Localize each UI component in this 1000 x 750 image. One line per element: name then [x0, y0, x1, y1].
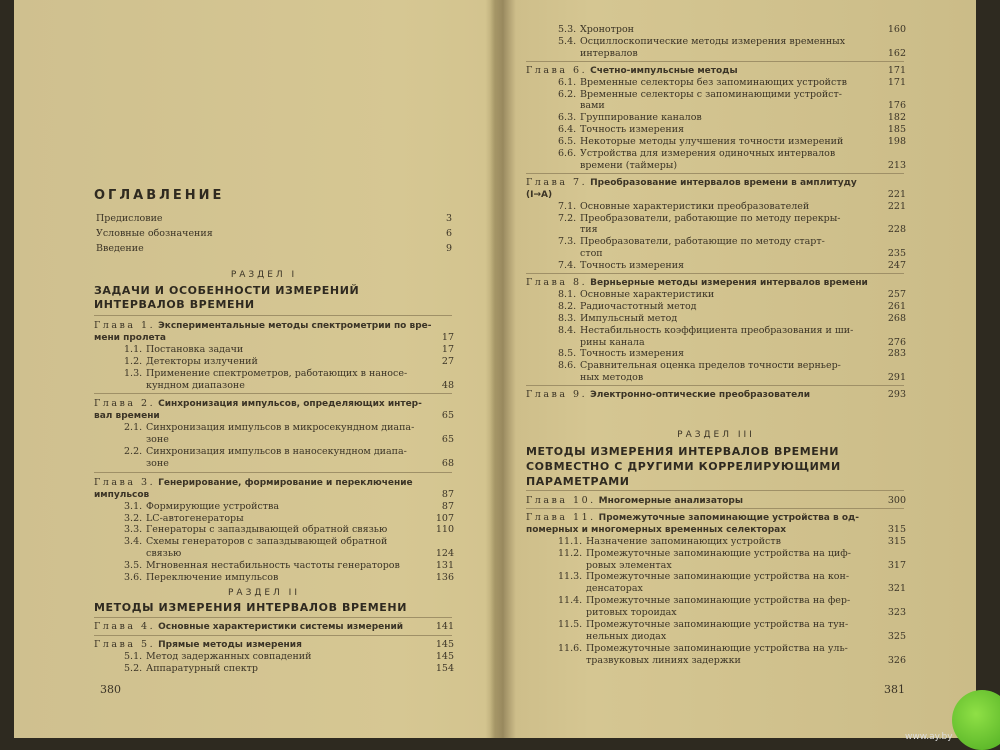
- toc-item-number: 6.3.: [558, 112, 577, 124]
- chapter-title-cont: [526, 189, 552, 202]
- toc-item-title: Временные селекторы без запоминающих устройств: [580, 76, 847, 88]
- book-gutter: [490, 0, 516, 738]
- chapter-page-number: 293: [887, 389, 906, 401]
- watermark: www.ay.by: [905, 732, 953, 742]
- divider: [526, 173, 904, 174]
- chapter-number: Глава 11.: [526, 511, 596, 523]
- toc-page-number: 198: [887, 136, 906, 148]
- toc-page-number: 124: [435, 548, 454, 560]
- toc-item-number: 6.6.: [558, 148, 577, 159]
- chapter-page-number: 171: [887, 64, 906, 76]
- toc-item-title: Группирование каналов: [580, 112, 702, 124]
- toc-item-title-cont: интервалов: [580, 47, 638, 59]
- chapter-title: Экспериментальные методы спектрометрии по вре-: [158, 321, 432, 331]
- toc-item-title-cont: нельных диодах: [586, 630, 667, 642]
- chapter-title: Промежуточные запоминающие устройства в од-: [598, 512, 860, 523]
- book-spread: [14, 0, 976, 738]
- toc-item-title: Преобразователи, работающие по методу перекры-: [580, 212, 841, 224]
- toc-item-title: Применение спектрометров, работающих в наносе-: [146, 367, 408, 379]
- divider: [526, 273, 904, 274]
- toc-item-title: Промежуточные запоминающие устройства на фер-: [586, 595, 851, 607]
- toc-item-title-cont: кундном диапазоне: [146, 379, 245, 391]
- toc-item-number: 7.3.: [558, 236, 577, 248]
- toc-item-title-cont: стоп: [580, 248, 603, 260]
- toc-page-number: 27: [441, 355, 454, 367]
- toc-page-number: 321: [887, 583, 906, 595]
- toc-page-number: 235: [887, 248, 906, 260]
- toc-item-title-cont: денсаторах: [586, 583, 643, 595]
- toc-page-number: 268: [887, 312, 906, 324]
- toc-item-title: Детекторы излучений: [146, 355, 258, 367]
- toc-item-number: 7.1.: [558, 200, 577, 212]
- toc-item-number: 11.6.: [558, 642, 583, 654]
- toc-item-number: 1.1.: [124, 343, 143, 355]
- toc-item-number: 8.3.: [558, 312, 577, 324]
- toc-item-title-cont: зоне: [146, 434, 169, 446]
- toc-item-number: 1.3.: [124, 367, 143, 379]
- part-title-line: ИНТЕРВАЛОВ ВРЕМЕНИ: [94, 298, 255, 311]
- chapter-label: [526, 389, 810, 402]
- divider: [526, 508, 904, 509]
- toc-page-number: 17: [441, 343, 454, 355]
- toc-item-title: Точность измерения: [580, 124, 685, 136]
- chapter-title: Преобразование интервалов времени в амплитуду: [590, 177, 857, 188]
- toc-item-number: 3.1.: [124, 500, 143, 512]
- toc-page-number: 65: [441, 434, 454, 446]
- toc-item-title: Нестабильность коэффициента преобразования и ши-: [580, 324, 854, 336]
- divider: [526, 385, 904, 386]
- toc-item-title: Постановка задачи: [146, 343, 244, 355]
- toc-item-title: Сравнительная оценка пределов точности верньер-: [580, 360, 841, 372]
- toc-item-number: 5.3.: [558, 24, 577, 35]
- toc-page-number: 107: [435, 512, 454, 524]
- front-matter-item: Предисловие: [96, 213, 163, 224]
- toc-item-number: 5.4.: [558, 35, 577, 47]
- toc-page-number: 136: [435, 572, 454, 583]
- green-object: [952, 690, 1000, 750]
- toc-item-title-cont: вами: [580, 100, 605, 112]
- front-matter-item: Введение: [96, 242, 144, 254]
- toc-item-number: 6.5.: [558, 136, 577, 148]
- toc-item-title: Точность измерения: [580, 260, 685, 272]
- toc-item-title-cont: времени (таймеры): [580, 159, 678, 171]
- toc-page-number: 317: [887, 559, 906, 571]
- front-matter-page: 3: [445, 213, 452, 224]
- toc-page-number: 68: [441, 457, 454, 469]
- toc-item-number: 11.4.: [558, 595, 583, 607]
- toc-item-number: 6.2.: [558, 88, 577, 100]
- toc-title: ОГЛАВЛЕНИЕ: [94, 188, 225, 203]
- toc-page-number: 326: [887, 654, 906, 666]
- front-matter-page: 9: [445, 242, 452, 254]
- toc-item-number: 8.6.: [558, 360, 577, 372]
- toc-item-number: 6.4.: [558, 124, 577, 136]
- toc-page-number: 48: [441, 379, 454, 391]
- chapter-number: Глава 3.: [94, 476, 156, 488]
- toc-page-number: 145: [435, 650, 454, 662]
- toc-page-number: 323: [887, 607, 906, 619]
- chapter-title-line: (I→A): [526, 189, 553, 200]
- toc-page-number: 154: [435, 662, 454, 674]
- toc-item-number: 1.2.: [124, 355, 143, 367]
- chapter-page-number: 145: [435, 638, 454, 650]
- toc-item-title: Аппаратурный спектр: [146, 662, 258, 674]
- toc-item-title-cont: связью: [146, 548, 182, 560]
- toc-page-number: 283: [887, 348, 906, 360]
- chapter-page-number: 65: [441, 410, 454, 422]
- front-matter-item: Условные обозначения: [96, 227, 213, 239]
- front-matter-page: 6: [445, 227, 452, 239]
- toc-item-number: 3.3.: [124, 524, 143, 536]
- chapter-number: Глава 5.: [94, 638, 156, 650]
- chapter-number: Глава 8.: [526, 277, 588, 288]
- toc-item-title: Радиочастотный метод: [580, 300, 697, 312]
- chapter-number: Глава 1.: [94, 320, 156, 331]
- toc-page-number: 131: [435, 560, 454, 572]
- toc-item-number: 11.3.: [558, 571, 583, 583]
- toc-item-title-cont: тия: [580, 224, 598, 236]
- toc-page-number: 185: [887, 124, 906, 136]
- toc-item-number: 5.1.: [124, 650, 143, 662]
- toc-item-title-cont: зоне: [146, 457, 169, 469]
- chapter-page-number: 221: [887, 188, 906, 200]
- toc-page-number: 257: [887, 288, 906, 300]
- toc-item-title: LC-автогенераторы: [146, 512, 244, 524]
- toc-item-title: Основные характеристики преобразователей: [580, 200, 810, 212]
- toc-page-number: 182: [887, 112, 906, 124]
- toc-page-number: 315: [887, 535, 906, 547]
- chapter-title: Счетно-импульсные методы: [590, 65, 738, 76]
- chapter-number: Глава 10.: [526, 495, 596, 506]
- toc-item-title: Переключение импульсов: [146, 572, 279, 583]
- toc-page-number: 276: [887, 336, 906, 348]
- toc-item-title-cont: ных методов: [580, 372, 644, 384]
- part-title-line: ПАРАМЕТРАМИ: [526, 475, 630, 488]
- chapter-title: Основные характеристики системы измерений: [158, 622, 404, 632]
- toc-item-title: Промежуточные запоминающие устройства на тун-: [586, 619, 849, 630]
- toc-page-number: 176: [887, 100, 906, 112]
- part-label: РАЗДЕЛ III: [677, 430, 755, 440]
- chapter-number: Глава 4.: [94, 621, 156, 632]
- part-label: РАЗДЕЛ II: [227, 588, 300, 598]
- toc-item-number: 3.4.: [124, 536, 143, 548]
- chapter-page-number: 87: [441, 488, 454, 500]
- chapter-page-number: 17: [441, 331, 454, 343]
- toc-item-title: Преобразователи, работающие по методу старт-: [580, 236, 825, 248]
- toc-item-title: Промежуточные запоминающие устройства на кон-: [586, 571, 850, 583]
- chapter-page-number: 315: [887, 523, 906, 535]
- part-label: РАЗДЕЛ I: [230, 270, 298, 280]
- toc-item-number: 6.1.: [558, 76, 577, 88]
- toc-item-number: 7.4.: [558, 260, 577, 272]
- toc-item-number: 8.5.: [558, 348, 577, 360]
- toc-item-title: Временные селекторы с запоминающими устройст-: [580, 88, 842, 100]
- toc-page-number: 247: [887, 260, 906, 272]
- toc-item-number: 11.2.: [558, 547, 583, 559]
- chapter-title: Электронно-оптические преобразователи: [590, 390, 811, 401]
- chapter-title: Прямые методы измерения: [158, 639, 302, 650]
- chapter-title-line: мени пролета: [94, 332, 166, 343]
- toc-item-number: 11.1.: [558, 535, 583, 547]
- toc-item-number: 11.5.: [558, 619, 583, 630]
- toc-page-number: 325: [887, 630, 906, 642]
- toc-item-title: Синхронизация импульсов в наносекундном диапа-: [146, 446, 407, 457]
- toc-item-title: Промежуточные запоминающие устройства на циф-: [586, 547, 851, 559]
- chapter-number: Глава 9.: [526, 389, 588, 401]
- toc-item-number: 2.2.: [124, 446, 143, 457]
- toc-page-number: 213: [887, 159, 906, 171]
- toc-item-title-cont: тразвуковых линиях задержки: [586, 654, 741, 666]
- chapter-title: Многомерные анализаторы: [598, 496, 743, 506]
- toc-item-title: Некоторые методы улучшения точности измерений: [580, 136, 844, 148]
- divider: [526, 490, 904, 491]
- divider: [94, 617, 452, 618]
- toc-item-title-cont: ровых элементах: [586, 559, 672, 571]
- chapter-title: Верньерные методы измерения интервалов времени: [590, 278, 868, 288]
- chapter-number: Глава 2.: [94, 398, 156, 410]
- toc-item-title: Основные характеристики: [580, 288, 715, 300]
- toc-item-title-cont: ритовых тороидах: [586, 607, 677, 619]
- chapter-page-number: 300: [887, 495, 906, 506]
- toc-item-title-cont: рины канала: [580, 336, 645, 348]
- toc-page-number: 221: [887, 200, 906, 212]
- chapter-page-number: 141: [435, 621, 454, 632]
- toc-item-number: 8.1.: [558, 288, 577, 300]
- toc-item-title: Назначение запоминающих устройств: [586, 535, 781, 547]
- chapter-title: Синхронизация импульсов, определяющих интер-: [158, 399, 422, 410]
- chapter-number: Глава 7.: [526, 176, 588, 188]
- chapter-label: [526, 177, 857, 190]
- chapter-title-line: вал времени: [94, 411, 160, 422]
- chapter-number: Глава 6.: [526, 64, 588, 76]
- toc-item-number: 5.2.: [124, 662, 143, 674]
- toc-item-number: 2.1.: [124, 422, 143, 434]
- toc-item-title: Мгновенная нестабильность частоты генераторов: [146, 560, 400, 572]
- part-title-line: МЕТОДЫ ИЗМЕРЕНИЯ ИНТЕРВАЛОВ ВРЕМЕНИ: [94, 601, 408, 614]
- toc-item-title: Схемы генераторов с запаздывающей обратной: [146, 536, 388, 548]
- toc-item-number: 8.4.: [558, 324, 577, 336]
- toc-item-title: Импульсный метод: [580, 312, 678, 324]
- part-title-line: ЗАДАЧИ И ОСОБЕННОСТИ ИЗМЕРЕНИЙ: [94, 284, 360, 297]
- divider: [94, 393, 452, 394]
- toc-item-title: Метод задержанных совпадений: [146, 650, 312, 662]
- toc-item-title: Осциллоскопические методы измерения временных: [580, 35, 846, 47]
- toc-page-number: 87: [441, 500, 454, 512]
- toc-item-number: 3.5.: [124, 560, 143, 572]
- toc-item-number: 3.6.: [124, 572, 143, 583]
- left-page: [14, 0, 484, 738]
- toc-item-title: Формирующие устройства: [146, 500, 280, 512]
- chapter-title: Генерирование, формирование и переключение: [158, 477, 413, 488]
- toc-item-title: Синхронизация импульсов в микросекундном диапа-: [146, 422, 415, 434]
- toc-page-number: 261: [887, 300, 906, 312]
- divider: [526, 61, 904, 62]
- part-title-line: СОВМЕСТНО С ДРУГИМИ КОРРЕЛИРУЮЩИМИ: [526, 460, 841, 473]
- toc-page-number: 171: [887, 76, 906, 88]
- chapter-label: [526, 495, 743, 508]
- right-page: [514, 0, 976, 738]
- chapter-title-line: импульсов: [94, 489, 150, 500]
- divider: [94, 315, 452, 316]
- toc-item-title: Промежуточные запоминающие устройства на уль-: [586, 642, 848, 654]
- toc-item-number: 3.2.: [124, 512, 143, 524]
- chapter-title-line: померных и многомерных временных селекторах: [526, 524, 787, 535]
- toc-item-number: 7.2.: [558, 212, 577, 224]
- toc-item-title: Точность измерения: [580, 348, 685, 360]
- page-number: 380: [100, 683, 121, 696]
- part-title-line: МЕТОДЫ ИЗМЕРЕНИЯ ИНТЕРВАЛОВ ВРЕМЕНИ: [526, 445, 840, 458]
- toc-page-number: 162: [887, 47, 906, 59]
- toc-item-title: Устройства для измерения одиночных интервалов: [580, 148, 836, 159]
- toc-page-number: 160: [887, 24, 906, 35]
- toc-page-number: 291: [887, 372, 906, 384]
- page-number: 381: [884, 683, 905, 696]
- divider: [94, 472, 452, 473]
- toc-page-number: 110: [435, 524, 454, 536]
- toc-page-number: 228: [887, 224, 906, 236]
- toc-item-title: Генераторы с запаздывающей обратной связью: [146, 524, 388, 536]
- divider: [94, 635, 452, 636]
- toc-item-number: 8.2.: [558, 300, 577, 312]
- toc-item-title: Хронотрон: [580, 24, 635, 35]
- chapter-label: [94, 621, 403, 634]
